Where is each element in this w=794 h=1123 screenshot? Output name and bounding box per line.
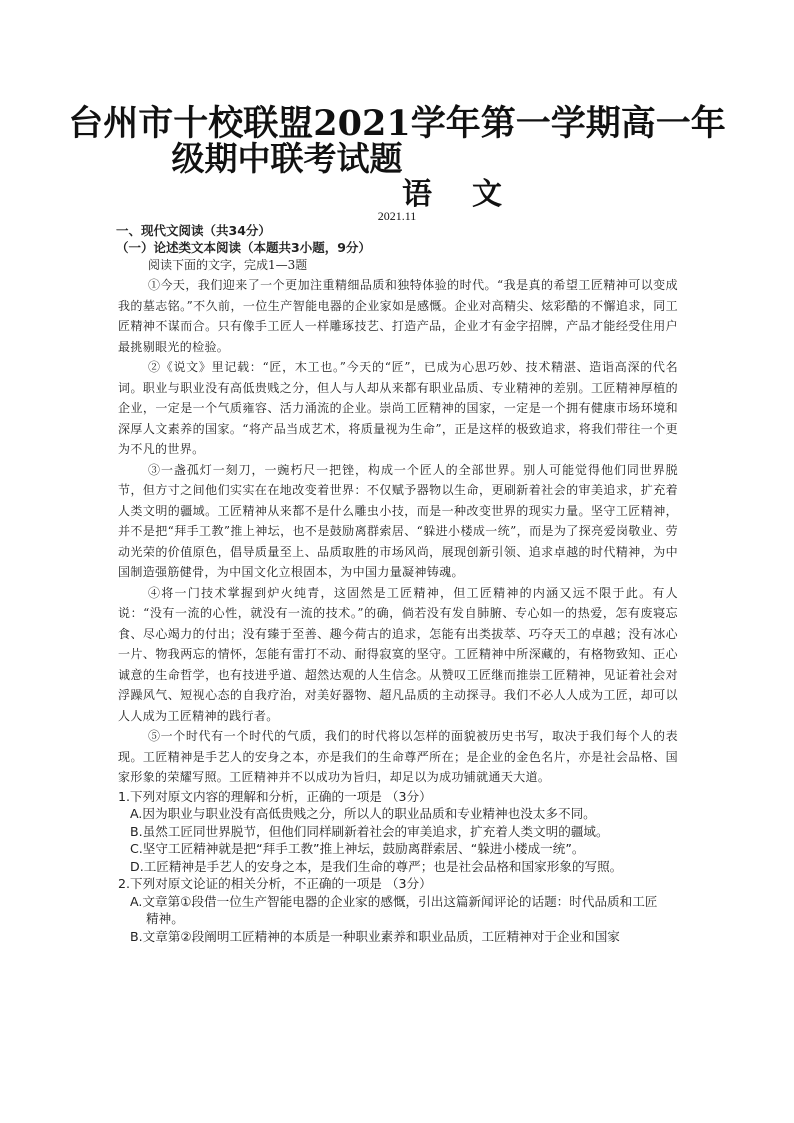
passage-paragraph-2: ②《说文》里记载：“匠，木工也。”今天的“匠”，已成为心思巧妙、技术精湛、造诣高深的代名词。职业与职业没有高低贵贱之分，但人与人却从来都有职业品质、专业精神的差别。工匠精神厚植的企业，一定是一个气质雍容、活力涌流的企业。崇尚工匠精神的国家，一定是一个拥有健康市场环境和深厚人文素养的国家。“将产品当成艺术，将质量视为生命”，正是这样的极致追求，将我们带往一个更为不凡的世界。 xyxy=(118,360,678,456)
question-2-option-a-cont: 精神。 xyxy=(146,911,184,926)
question-1-option-a: A.因为职业与职业没有高低贵贱之分，所以人的职业品质和专业精神也没太多不同。 xyxy=(130,806,596,821)
exam-content xyxy=(118,222,678,945)
passage-paragraph-4: ④将一门技术掌握到炉火纯青，这固然是工匠精神，但工匠精神的内涵又远不限于此。有人说：“没有一流的心性，就没有一流的技术。”的确，倘若没有发自肺腑、专心如一的热爱，怎有废寝忘食、尽心竭力的付出；没有臻于至善、趣今荷古的追求，怎能有出类拔萃、巧夺天工的卓越；没有冰心一片、物我两忘的情怀，怎能有雷打不动、耐得寂寞的坚守。工匠精神中所深藏的，有格物致知、正心诚意的生命哲学，也有技进乎道、超然达观的人生信念。从赞叹工匠继而推崇工匠精神，见证着社会对浮躁风气、短视心态的自我疗治，对美好器物、超凡品质的主动探寻。我们不必人人成为工匠，却可以人人成为工匠精神的践行者。 xyxy=(118,585,678,723)
question-1-option-b: B.虽然工匠同世界脱节，但他们同样刷新着社会的审美追求，扩充着人类文明的疆域。 xyxy=(130,823,609,839)
question-1-option-d: D.工匠精神是手艺人的安身之本，是我们生命的尊严；也是社会品格和国家形象的写照。 xyxy=(130,858,623,874)
exam-title-line2-text: 级期中联考试题 xyxy=(171,139,403,178)
passage-paragraph-5: ⑤一个时代有一个时代的气质，我们的时代将以怎样的面貌被历史书写，取决于我们每个人的表现。工匠精神是手艺人的安身之本，亦是我们的生命尊严所在；是企业的金色名片，亦是社会品格、国家形象的荣耀写照。工匠精神并不以成功为旨归，却足以为成功铺就通天大道。 xyxy=(118,729,678,784)
exam-subject-text: 语文 xyxy=(402,177,542,212)
exam-title-line2 xyxy=(0,138,794,180)
passage-paragraph-1: ①今天，我们迎来了一个更加注重精细品质和独特体验的时代。“我是真的希望工匠精神可以变成我的墓志铭。”不久前，一位生产智能电器的企业家如是感慨。企业对高精尖、炫彩酷的不懈追求，同工匠精神不谋而合。只有像手工匠人一样雕琢技艺、打造产品，企业才有金字招牌，产品才能经受住用户最挑剔眼光的检验。 xyxy=(118,278,678,354)
question-2-option-b: B.文章第②段阐明工匠精神的本质是一种职业素养和职业品质，工匠精神对于企业和国家 xyxy=(130,928,620,944)
question-2-stem: 2.下列对原文论证的相关分析，不正确的一项是 （3分） xyxy=(118,876,432,891)
reading-instruction: 阅读下面的文字，完成1—3题 xyxy=(148,258,308,272)
exam-title-line1: 台州市十校联盟2021学年第一学期高一年 xyxy=(68,103,726,144)
subsection-heading: （一）论述类文本阅读（本题共3小题，9分） xyxy=(116,240,371,255)
question-2-option-a: A.文章第①段借一位生产智能电器的企业家的感慨，引出这篇新闻评论的话题：时代品质和工匠 xyxy=(130,893,658,909)
exam-date: 2021.11 xyxy=(377,209,417,223)
section-heading: 一、现代文阅读（共34分） xyxy=(116,223,271,238)
passage-paragraph-3: ③一盏孤灯一刻刀，一豌朽尺一把锉，构成一个匠人的全部世界。别人可能觉得他们同世界脱节，但方寸之间他们实实在在地改变着世界：不仅赋予器物以生命，更刷新着社会的审美追求，扩充着人类文明的疆域。工匠精神从来都不是什么雕虫小技，而是一种改变世界的现实力量。坚守工匠精神，并不是把“拜手工教”推上神坛，也不是鼓励离群索居、“躲进小楼成一统”，而是为了探亮爱岗敬业、劳动光荣的价值原色，倡导质量至上、品质取胜的市场风尚，展现创新引领、追求卓越的时代精神，为中国制造强筋健骨，为中国文化立根固本，为中国力量凝神铸魂。 xyxy=(118,462,678,579)
question-1-option-c: C.坚守工匠精神就是把“拜手工教”推上神坛，鼓励离群索居、“躲进小楼成一统”。 xyxy=(130,841,585,856)
question-1-stem: 1.下列对原文内容的理解和分析，正确的一项是 （3分） xyxy=(118,788,432,804)
